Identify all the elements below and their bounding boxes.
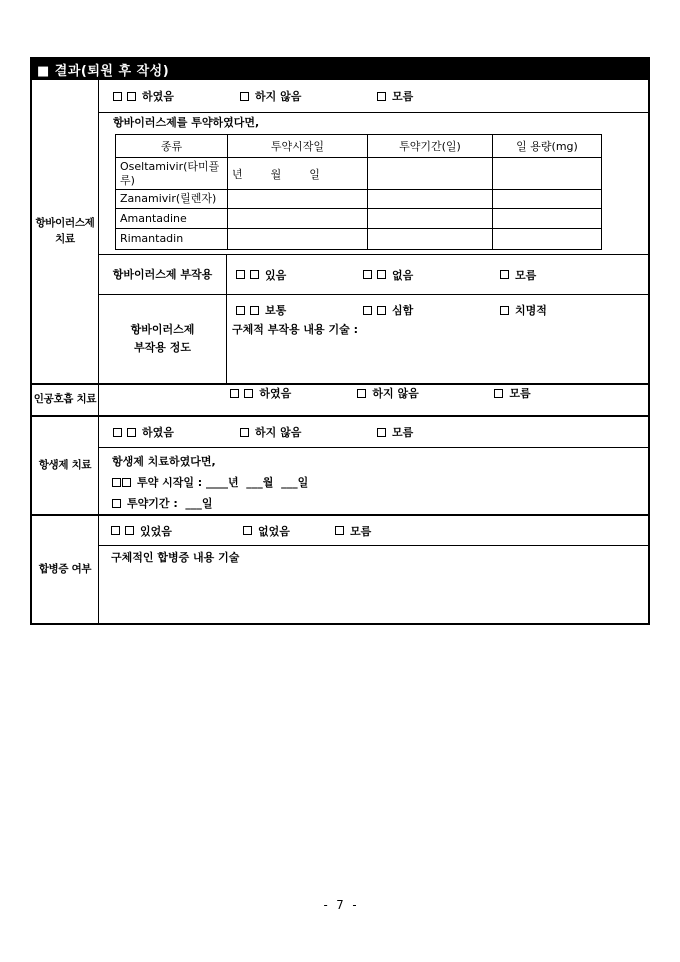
- antibiotic-options-row: [99, 417, 648, 448]
- form-table: [32, 80, 648, 623]
- checkbox-icon: [127, 428, 136, 437]
- checkbox-icon: [357, 389, 366, 398]
- checkbox-icon: [112, 478, 121, 487]
- checkbox-icon: [113, 428, 122, 437]
- dose-cell: [493, 229, 602, 250]
- option-severity-fatal: 치명적: [500, 302, 547, 318]
- checkbox-icon: [377, 306, 386, 315]
- section-title: [32, 59, 648, 80]
- checkbox-icon: [494, 389, 503, 398]
- option-ventilation-yes: 하였음: [230, 385, 357, 401]
- checkbox-icon: [125, 526, 134, 535]
- option-severity-severe: 심함: [363, 302, 500, 318]
- section-title-text: ■ 결과(퇴원 후 작성): [37, 64, 170, 79]
- checkbox-icon: [377, 428, 386, 437]
- checkbox-icon: [363, 270, 372, 279]
- option-complication-unknown: 모름: [335, 523, 371, 539]
- antiviral-if-administered-label: 항바이러스제를 투약하였다면,: [113, 116, 260, 129]
- side-effect-detail-label: 구체적 부작용 내용 기술 :: [232, 323, 358, 336]
- duration-cell: [368, 158, 493, 190]
- drug-table: [115, 134, 602, 250]
- table-row: [116, 190, 602, 209]
- option-antiviral-treated-yes: 하였음: [113, 88, 240, 104]
- antibiotic-row-label: 항생제 치료: [32, 417, 99, 514]
- column-header-start-date: 투약시작일: [228, 135, 368, 158]
- option-antibiotic-yes: 하였음: [113, 424, 240, 440]
- dose-cell: [493, 209, 602, 229]
- checkbox-icon: [377, 92, 386, 101]
- checkbox-icon: [112, 499, 121, 508]
- option-antiviral-treated-no: 하지 않음: [240, 88, 377, 104]
- option-side-effect-no: 없음: [363, 267, 500, 283]
- row-antiviral-treatment: [32, 80, 648, 385]
- table-row: [116, 158, 602, 190]
- antibiotic-duration-line: 투약기간 : ___일: [112, 493, 648, 514]
- table-row: [116, 209, 602, 229]
- page-number: - 7 -: [321, 898, 359, 912]
- start-date-cell: [228, 190, 368, 209]
- antibiotic-start-date-line: 투약 시작일 : ____년 ___월 ___일: [112, 472, 648, 493]
- row-antibiotic-treatment: [32, 417, 648, 516]
- option-ventilation-unknown: 모름: [494, 385, 530, 401]
- column-header-dose: 일 용량(mg): [493, 135, 602, 158]
- duration-cell: [368, 229, 493, 250]
- side-effect-label: 항바이러스제 부작용: [99, 255, 227, 294]
- row-ventilation-treatment: [32, 385, 648, 417]
- checkbox-icon: [500, 270, 509, 279]
- option-side-effect-unknown: 모름: [500, 267, 536, 283]
- option-complication-no: 없었음: [243, 523, 335, 539]
- checkbox-icon: [127, 92, 136, 101]
- checkbox-icon: [113, 92, 122, 101]
- column-header-duration: 투약기간(일): [368, 135, 493, 158]
- checkbox-icon: [244, 389, 253, 398]
- antibiotic-detail-subsection: [99, 448, 648, 514]
- option-severity-moderate: 보통: [236, 302, 363, 318]
- complication-options-row: [99, 516, 648, 546]
- drug-name-cell: Zanamivir(릴렌자): [116, 190, 228, 209]
- dose-cell: [493, 190, 602, 209]
- antiviral-severity-row: [99, 295, 648, 383]
- antibiotic-if-treated-label: 항생제 치료하였다면,: [112, 455, 216, 468]
- drug-table-header-row: [116, 135, 602, 158]
- checkbox-icon: [111, 526, 120, 535]
- checkbox-icon: [363, 306, 372, 315]
- antiviral-side-effect-row: [99, 255, 648, 295]
- checkbox-icon: [230, 389, 239, 398]
- checkbox-icon: [243, 526, 252, 535]
- antiviral-row-label: 항바이러스제 치료: [32, 80, 99, 383]
- checkbox-icon: [236, 270, 245, 279]
- start-date-cell: [228, 209, 368, 229]
- option-antiviral-treated-unknown: 모름: [377, 88, 413, 104]
- checkbox-icon: [240, 428, 249, 437]
- option-ventilation-no: 하지 않음: [357, 385, 494, 401]
- checkbox-icon: [122, 478, 131, 487]
- dose-cell: [493, 158, 602, 190]
- antiviral-drug-subsection: [99, 113, 648, 255]
- duration-cell: [368, 190, 493, 209]
- checkbox-icon: [250, 306, 259, 315]
- drug-name-cell: Amantadine: [116, 209, 228, 229]
- complication-row-label: 합병증 여부: [32, 516, 99, 623]
- checkbox-icon: [240, 92, 249, 101]
- drug-name-cell: Rimantadin: [116, 229, 228, 250]
- complication-detail-area: [99, 546, 648, 623]
- severity-label: 항바이러스제 부작용 정도: [99, 295, 227, 383]
- option-antibiotic-no: 하지 않음: [240, 424, 377, 440]
- result-form: [30, 57, 650, 625]
- checkbox-icon: [335, 526, 344, 535]
- start-date-cell: [228, 229, 368, 250]
- option-antibiotic-unknown: 모름: [377, 424, 413, 440]
- row-complication: [32, 516, 648, 623]
- start-date-cell: 년 월 일: [228, 158, 368, 190]
- option-complication-yes: 있었음: [111, 523, 243, 539]
- antiviral-treated-options-row: [99, 80, 648, 113]
- option-side-effect-yes: 있음: [236, 267, 363, 283]
- checkbox-icon: [377, 270, 386, 279]
- complication-detail-label: 구체적인 합병증 내용 기술: [111, 551, 240, 564]
- column-header-type: 종류: [116, 135, 228, 158]
- duration-cell: [368, 209, 493, 229]
- ventilation-row-label: 인공호흡 치료: [32, 385, 99, 415]
- drug-name-cell: Oseltamivir(타미플루): [116, 158, 228, 190]
- checkbox-icon: [236, 306, 245, 315]
- checkbox-icon: [500, 306, 509, 315]
- checkbox-icon: [250, 270, 259, 279]
- table-row: [116, 229, 602, 250]
